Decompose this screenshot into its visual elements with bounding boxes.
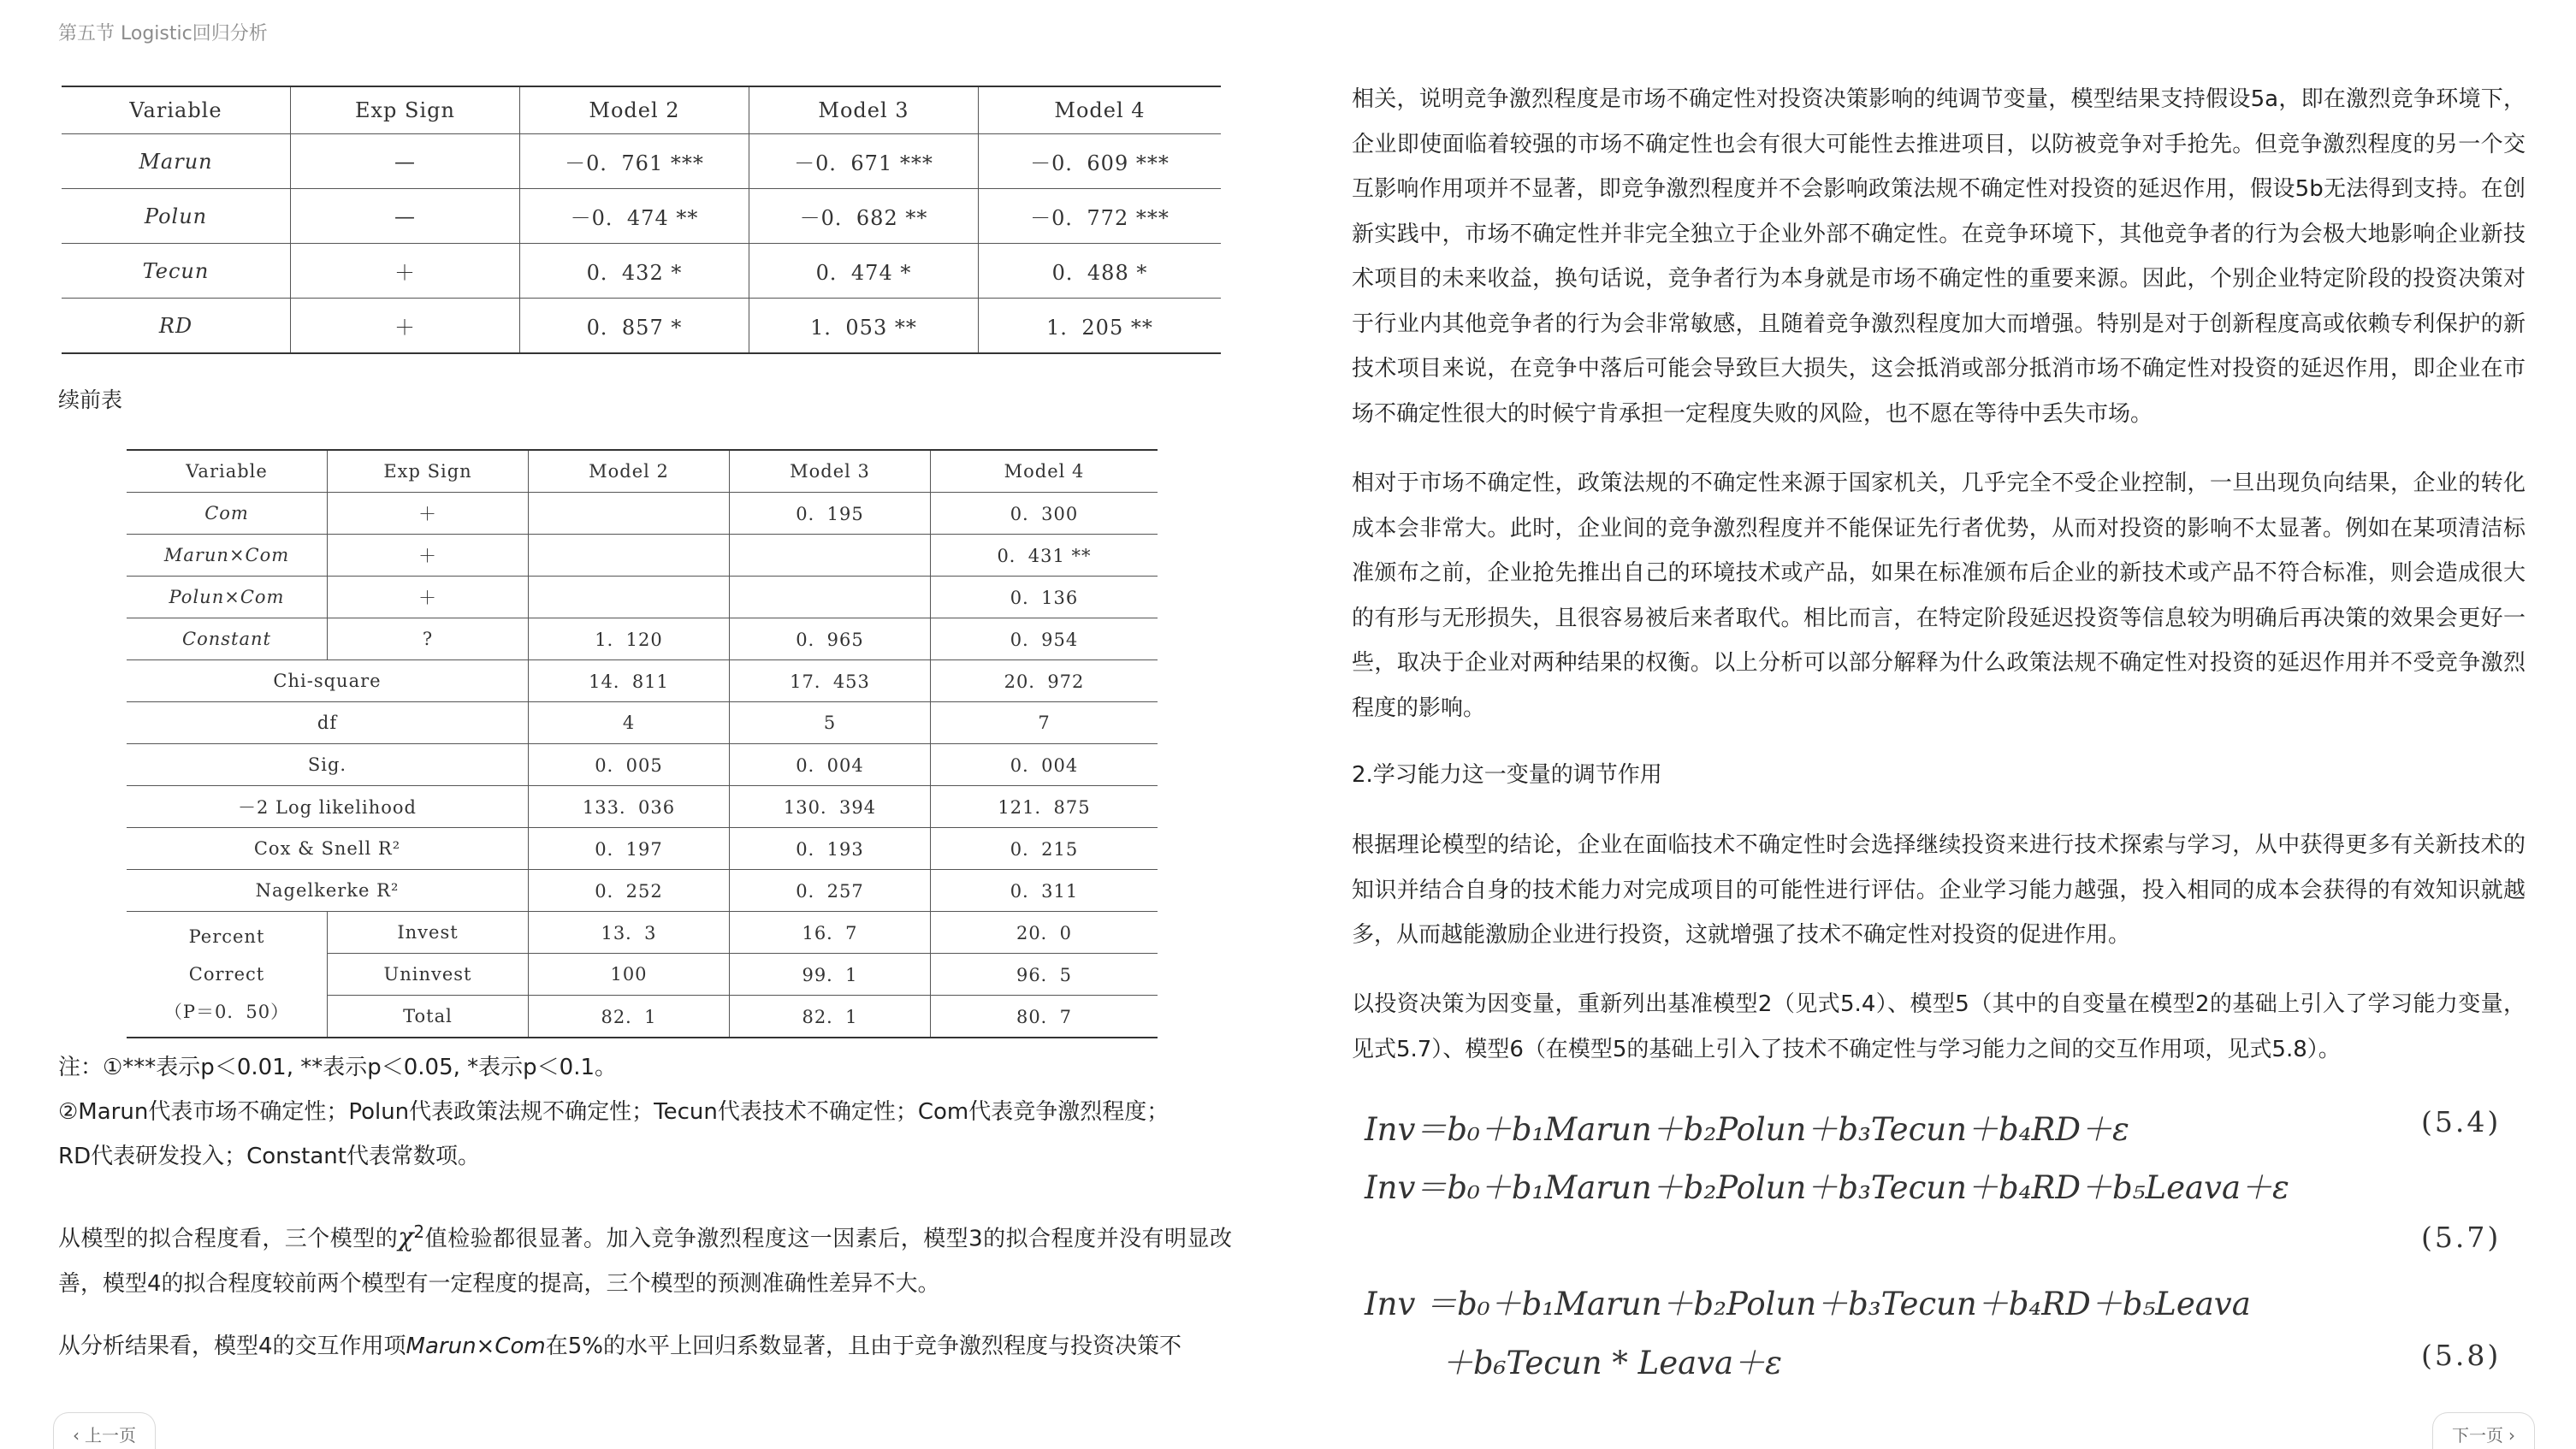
right-paragraph-3 xyxy=(1352,823,2526,958)
paragraph-text-part: 从模型的拟合程度看，三个模型的 xyxy=(58,1226,399,1252)
value-cell: 4 xyxy=(529,702,730,744)
header-cell: Model 2 xyxy=(529,450,730,493)
value-cell: 96．5 xyxy=(931,954,1158,996)
table-header-row xyxy=(62,86,1221,134)
table-row xyxy=(127,828,1158,870)
variable-cell: Com xyxy=(127,493,328,535)
value-cell: 0．193 xyxy=(730,828,931,870)
variable-cell: RD xyxy=(62,299,291,354)
chi-symbol: χ xyxy=(398,1222,414,1253)
value-cell: 16．7 xyxy=(730,912,931,954)
note-line: 注：①***表示p＜0.01, **表示p＜0.05, *表示p＜0.1。 xyxy=(58,1055,618,1080)
regression-table-part1 xyxy=(62,86,1221,354)
header-cell: Model 2 xyxy=(520,86,749,134)
value-cell: －0．671 *** xyxy=(749,134,979,189)
table-row xyxy=(127,912,1158,954)
value-cell: 0．004 xyxy=(931,744,1158,786)
value-cell: 7 xyxy=(931,702,1158,744)
value-cell: －0．609 *** xyxy=(979,134,1222,189)
regression-table-part2 xyxy=(127,449,1158,1038)
value-cell: 0．197 xyxy=(529,828,730,870)
value-cell: 80．7 xyxy=(931,996,1158,1038)
category-cell: Invest xyxy=(328,912,529,954)
category-cell: Total xyxy=(328,996,529,1038)
sign-cell: ＋ xyxy=(328,493,529,535)
chevron-right-icon: › xyxy=(2508,1425,2515,1446)
value-cell: 1．205 ** xyxy=(979,299,1222,354)
chevron-left-icon: ‹ xyxy=(73,1425,80,1446)
table-row xyxy=(127,702,1158,744)
value-cell: 0．431 ** xyxy=(931,535,1158,577)
table-notes xyxy=(58,1045,1169,1179)
paragraph-text xyxy=(58,1209,1232,1307)
sign-cell: — xyxy=(291,134,520,189)
header-cell: Model 3 xyxy=(730,450,931,493)
equation-5-8-line2: ＋b₆Tecun * Leava＋ε xyxy=(1442,1345,1782,1381)
value-cell: －0．682 ** xyxy=(749,189,979,244)
variable-cell: Polun xyxy=(62,189,291,244)
table-row xyxy=(127,618,1158,660)
value-cell: 0．300 xyxy=(931,493,1158,535)
paragraph-text-part: 在5%的水平上回归系数显著，且由于竞争激烈程度与投资决策不 xyxy=(545,1334,1181,1359)
statistic-label-cell: Cox & Snell R² xyxy=(127,828,529,870)
table-row xyxy=(62,299,1221,354)
value-cell: 0．195 xyxy=(730,493,931,535)
percent-label-line: Percent xyxy=(188,926,265,947)
table-row xyxy=(62,134,1221,189)
value-cell: 82．1 xyxy=(730,996,931,1038)
table-header-row xyxy=(127,450,1158,493)
right-paragraph-4 xyxy=(1352,982,2526,1072)
value-cell: －0．761 *** xyxy=(520,134,749,189)
left-paragraph-1 xyxy=(58,1209,1232,1307)
value-cell: 1．053 ** xyxy=(749,299,979,354)
equation-5-8-line1: Inv ＝b₀＋b₁Marun＋b₂Polun＋b₃Tecun＋b₄RD＋b₅Leava xyxy=(1365,1286,2251,1322)
value-cell: 99．1 xyxy=(730,954,931,996)
sign-cell: ＋ xyxy=(328,577,529,618)
section-heading: 2.学习能力这一变量的调节作用 xyxy=(1352,762,1662,788)
value-cell: 121．875 xyxy=(931,786,1158,828)
value-cell: 20．972 xyxy=(931,660,1158,702)
left-paragraph-2 xyxy=(58,1324,1232,1369)
value-cell xyxy=(730,577,931,618)
paragraph-text: 根据理论模型的结论，企业在面临技术不确定性时会选择继续投资来进行技术探索与学习，从中获得更多有关新技术的知识并结合自身的技术能力对完成项目的可能性进行评估。企业学习能力越强，投入相同的成本会获得的有效知识就越多，从而越能激励企业进行投资，这就增强了技术不确定性对投资的促进作用。 xyxy=(1352,832,2526,948)
header-cell: Model 4 xyxy=(931,450,1158,493)
chi-superscript: 2 xyxy=(413,1221,425,1242)
table-row xyxy=(127,870,1158,912)
value-cell: 133．036 xyxy=(529,786,730,828)
value-cell: 17．453 xyxy=(730,660,931,702)
value-cell: 0．005 xyxy=(529,744,730,786)
value-cell: 14．811 xyxy=(529,660,730,702)
equation-5-4: Inv＝b₀＋b₁Marun＋b₂Polun＋b₃Tecun＋b₄RD＋ε xyxy=(1365,1111,2129,1148)
value-cell: 0．252 xyxy=(529,870,730,912)
equation-5-7: Inv＝b₀＋b₁Marun＋b₂Polun＋b₃Tecun＋b₄RD＋b₅Leava＋ε xyxy=(1365,1169,2289,1206)
next-page-label: 下一页 xyxy=(2452,1425,2503,1446)
value-cell: 0．215 xyxy=(931,828,1158,870)
sign-cell: ? xyxy=(328,618,529,660)
value-cell: －0．474 ** xyxy=(520,189,749,244)
paragraph-text-part: 值检验都很显著。加入竞争激烈程度这一因素后，模型3的拟合程度并没有明显改善，模型4的拟合程度较前两个模型有一定程度的提高，三个模型的预测准确性差异不大。 xyxy=(58,1226,1232,1298)
interaction-term: Marun×Com xyxy=(406,1334,546,1359)
header-cell: Exp Sign xyxy=(291,86,520,134)
table-row xyxy=(127,493,1158,535)
sign-cell: ＋ xyxy=(328,535,529,577)
header-cell: Variable xyxy=(62,86,291,134)
variable-cell: Tecun xyxy=(62,244,291,299)
value-cell: 20．0 xyxy=(931,912,1158,954)
sign-cell: ＋ xyxy=(291,299,520,354)
header-cell: Model 4 xyxy=(979,86,1222,134)
value-cell: 0．257 xyxy=(730,870,931,912)
value-cell: 100 xyxy=(529,954,730,996)
equation-number: (5.4) xyxy=(2421,1105,2502,1138)
page-header: 第五节 Logistic回归分析 xyxy=(58,23,268,44)
right-paragraph-1 xyxy=(1352,77,2526,436)
value-cell: 0．857 * xyxy=(520,299,749,354)
next-page-button[interactable] xyxy=(2432,1412,2535,1449)
table-row xyxy=(127,577,1158,618)
percent-correct-label xyxy=(127,912,328,1038)
value-cell: 0．311 xyxy=(931,870,1158,912)
sign-cell: ＋ xyxy=(291,244,520,299)
value-cell: －0．772 *** xyxy=(979,189,1222,244)
value-cell: 1．120 xyxy=(529,618,730,660)
paragraph-text xyxy=(58,1324,1232,1369)
value-cell xyxy=(529,577,730,618)
value-cell: 0．474 * xyxy=(749,244,979,299)
header-cell: Variable xyxy=(127,450,328,493)
table-row xyxy=(127,786,1158,828)
table-row xyxy=(62,189,1221,244)
value-cell: 0．136 xyxy=(931,577,1158,618)
table-continued-caption: 续前表 xyxy=(58,387,123,412)
note-line: RD代表研发投入；Constant代表常数项。 xyxy=(58,1144,480,1169)
paragraph-text: 相对于市场不确定性，政策法规的不确定性来源于国家机关，几乎完全不受企业控制，一旦出现负向结果，企业的转化成本会非常大。此时，企业间的竞争激烈程度并不能保证先行者优势，从而对投资的影响不太显著。例如在某项清洁标准颁布之前，企业抢先推出自己的环境技术或产品，如果在标准颁布后企业的新技术或产品不符合标准，则会造成很大的有形与无形损失，且很容易被后来者取代。相比而言，在特定阶段延迟投资等信息较为明确后再决策的效果会更好一些，取决于企业对两种结果的权衡。以上分析可以部分解释为什么政策法规不确定性对投资的延迟作用并不受竞争激烈程度的影响。 xyxy=(1352,470,2526,721)
value-cell: 5 xyxy=(730,702,931,744)
percent-label-line: （P＝0．50） xyxy=(163,1002,290,1022)
value-cell xyxy=(529,535,730,577)
header-cell: Model 3 xyxy=(749,86,979,134)
paragraph-text: 相关，说明竞争激烈程度是市场不确定性对投资决策影响的纯调节变量，模型结果支持假设5a，即在激烈竞争环境下，企业即使面临着较强的市场不确定性也会有很大可能性去推进项目，以防被竞争对手抢先。但竞争激烈程度的另一个交互影响作用项并不显著，即竞争激烈程度并不会影响政策法规不确定性对投资的延迟作用，假设5b无法得到支持。在创新实践中，市场不确定性并非完全独立于企业外部不确定性。在竞争环境下，其他竞争者的行为会极大地影响企业新技术项目的未来收益，换句话说，竞争者行为本身就是市场不确定性的重要来源。因此，个别企业特定阶段的投资决策对于行业内其他竞争者的行为会非常敏感，且随着竞争激烈程度加大而增强。特别是对于创新程度高或依赖专利保护的新技术项目来说，在竞争中落后可能会导致巨大损失，这会抵消或部分抵消市场不确定性对投资的延迟作用，即企业在市场不确定性很大的时候宁肯承担一定程度失败的风险，也不愿在等待中丢失市场。 xyxy=(1352,86,2526,427)
category-cell: Uninvest xyxy=(328,954,529,996)
value-cell: 0．488 * xyxy=(979,244,1222,299)
statistic-label-cell: Chi-square xyxy=(127,660,529,702)
value-cell: 0．432 * xyxy=(520,244,749,299)
value-cell: 82．1 xyxy=(529,996,730,1038)
equation-number: (5.7) xyxy=(2421,1221,2502,1254)
header-cell: Exp Sign xyxy=(328,450,529,493)
value-cell: 0．954 xyxy=(931,618,1158,660)
value-cell: 0．004 xyxy=(730,744,931,786)
percent-label-line: Correct xyxy=(188,964,265,985)
table-row xyxy=(127,744,1158,786)
value-cell: 0．965 xyxy=(730,618,931,660)
right-paragraph-2 xyxy=(1352,461,2526,730)
variable-cell: Constant xyxy=(127,618,328,660)
table-row xyxy=(127,535,1158,577)
equation-number: (5.8) xyxy=(2421,1339,2502,1372)
note-line: ②Marun代表市场不确定性；Polun代表政策法规不确定性；Tecun代表技术不确定性；Com代表竞争激烈程度； xyxy=(58,1099,1170,1125)
variable-cell: Marun xyxy=(62,134,291,189)
value-cell: 130．394 xyxy=(730,786,931,828)
paragraph-text: 以投资决策为因变量，重新列出基准模型2（见式5.4）、模型5（其中的自变量在模型2的基础上引入了学习能力变量，见式5.7）、模型6（在模型5的基础上引入了技术不确定性与学习能力之间的交互作用项，见式5.8）。 xyxy=(1352,991,2526,1062)
value-cell: 13．3 xyxy=(529,912,730,954)
statistic-label-cell: df xyxy=(127,702,529,744)
prev-page-button[interactable] xyxy=(53,1412,156,1449)
variable-cell: Polun×Com xyxy=(127,577,328,618)
value-cell xyxy=(529,493,730,535)
statistic-label-cell: －2 Log likelihood xyxy=(127,786,529,828)
table-row xyxy=(127,660,1158,702)
variable-cell: Marun×Com xyxy=(127,535,328,577)
statistic-label-cell: Nagelkerke R² xyxy=(127,870,529,912)
value-cell xyxy=(730,535,931,577)
statistic-label-cell: Sig. xyxy=(127,744,529,786)
sign-cell: — xyxy=(291,189,520,244)
paragraph-text-part: 从分析结果看，模型4的交互作用项 xyxy=(58,1334,406,1359)
table-row xyxy=(62,244,1221,299)
prev-page-label: 上一页 xyxy=(85,1425,136,1446)
